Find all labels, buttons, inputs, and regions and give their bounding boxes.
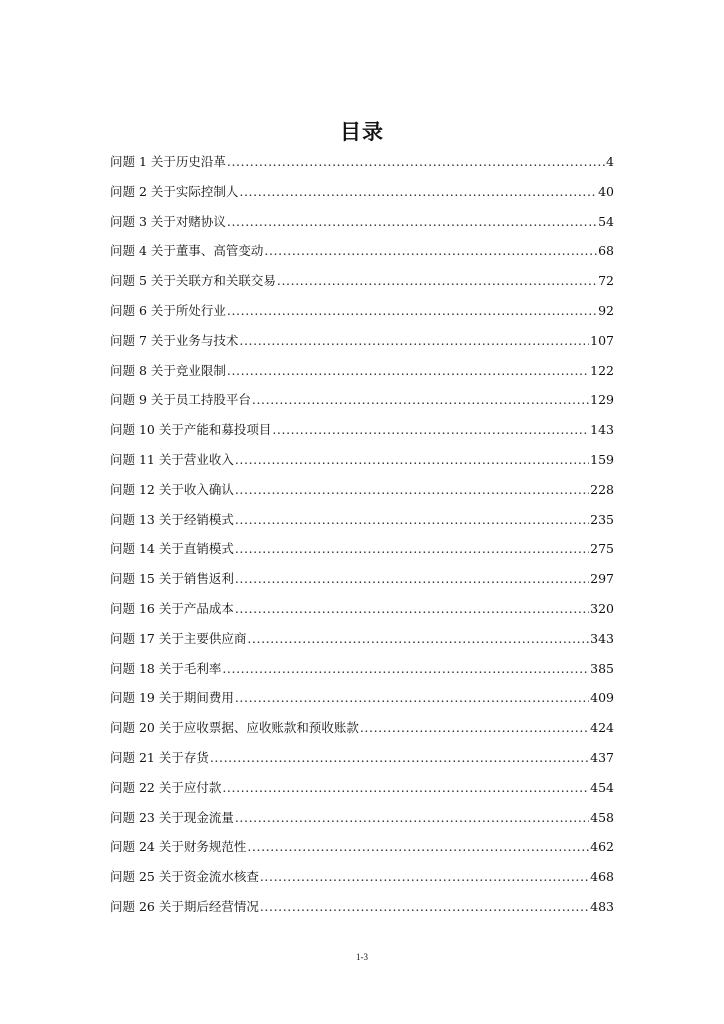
toc-entry-page: 320 [590,600,614,616]
toc-entry-label: 问题 11 关于营业收入 [110,451,234,467]
toc-entry-page: 159 [590,451,614,467]
toc-entry-label: 问题 8 关于竞业限制 [110,362,226,378]
toc-entry[interactable] [110,361,614,391]
toc-entry-page: 462 [590,839,614,855]
dot-leader [210,748,589,768]
toc-entry-page: 228 [590,481,614,497]
toc-entry-label: 问题 23 关于现金流量 [110,809,234,825]
dot-leader [227,301,597,321]
toc-entry-page: 424 [590,720,614,736]
toc-entry-page: 343 [590,630,614,646]
dot-leader [227,152,605,172]
toc-entry[interactable] [110,152,614,182]
toc-entry-label: 问题 3 关于对赌协议 [110,213,226,229]
toc-entry-page: 275 [590,541,614,557]
toc-entry-label: 问题 13 关于经销模式 [110,511,234,527]
toc-entry-label: 问题 22 关于应付款 [110,779,222,795]
toc-entry-label: 问题 4 关于董事、高管变动 [110,243,264,259]
dot-leader [272,420,589,440]
toc-entry[interactable] [110,212,614,242]
table-of-contents [110,152,614,927]
toc-entry-page: 122 [590,362,614,378]
toc-entry-label: 问题 19 关于期间费用 [110,690,234,706]
toc-entry[interactable] [110,599,614,629]
toc-entry-page: 458 [590,809,614,825]
toc-entry-page: 54 [598,213,614,229]
toc-entry[interactable] [110,897,614,927]
dot-leader [260,867,589,887]
toc-entry[interactable] [110,510,614,540]
dot-leader [235,688,589,708]
dot-leader [239,182,597,202]
toc-entry[interactable] [110,837,614,867]
toc-entry-page: 72 [598,273,614,289]
toc-entry[interactable] [110,867,614,897]
toc-entry-page: 385 [590,660,614,676]
toc-entry-page: 68 [598,243,614,259]
toc-entry-label: 问题 24 关于财务规范性 [110,839,247,855]
toc-entry-label: 问题 12 关于收入确认 [110,481,234,497]
toc-entry[interactable] [110,808,614,838]
toc-entry-page: 454 [590,779,614,795]
toc-entry[interactable] [110,659,614,689]
toc-entry-page: 129 [590,392,614,408]
toc-entry-label: 问题 25 关于资金流水核查 [110,869,259,885]
toc-entry-page: 92 [598,302,614,318]
dot-leader [277,271,597,291]
toc-entry-page: 4 [606,154,614,169]
toc-entry[interactable] [110,271,614,301]
dot-leader [247,837,589,857]
toc-entry-label: 问题 20 关于应收票据、应收账款和预收账款 [110,720,359,736]
dot-leader [235,808,589,828]
toc-entry[interactable] [110,539,614,569]
toc-entry-label: 问题 21 关于存货 [110,749,209,765]
toc-entry-label: 问题 6 关于所处行业 [110,302,226,318]
toc-entry-page: 235 [590,511,614,527]
dot-leader [260,897,589,917]
toc-entry[interactable] [110,420,614,450]
dot-leader [239,331,589,351]
toc-entry-label: 问题 26 关于期后经营情况 [110,898,259,914]
dot-leader [235,450,589,470]
toc-entry-label: 问题 1 关于历史沿革 [110,154,226,169]
page-number: 1-3 [356,952,368,962]
dot-leader [235,599,589,619]
toc-entry[interactable] [110,390,614,420]
toc-entry[interactable] [110,688,614,718]
toc-entry-page: 437 [590,749,614,765]
toc-entry-label: 问题 18 关于毛利率 [110,660,222,676]
toc-entry-label: 问题 16 关于产品成本 [110,600,234,616]
toc-entry[interactable] [110,748,614,778]
toc-entry[interactable] [110,629,614,659]
toc-entry-label: 问题 7 关于业务与技术 [110,332,239,348]
toc-entry-label: 问题 15 关于销售返利 [110,571,234,587]
dot-leader [247,629,589,649]
toc-entry-page: 40 [598,183,614,199]
toc-entry-page: 409 [590,690,614,706]
dot-leader [227,212,597,232]
toc-entry-label: 问题 14 关于直销模式 [110,541,234,557]
dot-leader [222,778,589,798]
toc-entry-page: 143 [590,422,614,438]
toc-entry-label: 问题 9 关于员工持股平台 [110,392,251,408]
toc-entry[interactable] [110,301,614,331]
toc-entry[interactable] [110,569,614,599]
dot-leader [235,539,589,559]
dot-leader [235,569,589,589]
toc-entry[interactable] [110,182,614,212]
toc-entry[interactable] [110,241,614,271]
dot-leader [360,718,589,738]
toc-entry-page: 297 [590,571,614,587]
toc-entry-label: 问题 5 关于关联方和关联交易 [110,273,276,289]
toc-entry[interactable] [110,450,614,480]
toc-entry[interactable] [110,331,614,361]
toc-entry-page: 107 [590,332,614,348]
toc-entry-label: 问题 2 关于实际控制人 [110,183,239,199]
dot-leader [235,510,589,530]
toc-entry[interactable] [110,778,614,808]
toc-entry[interactable] [110,718,614,748]
dot-leader [222,659,589,679]
toc-entry-page: 468 [590,869,614,885]
toc-entry[interactable] [110,480,614,510]
toc-entry-label: 问题 17 关于主要供应商 [110,630,247,646]
toc-entry-label: 问题 10 关于产能和募投项目 [110,422,272,438]
dot-leader [264,241,597,261]
toc-entry-page: 483 [590,898,614,914]
page-title: 目录 [340,120,384,145]
dot-leader [252,390,589,410]
dot-leader [235,480,589,500]
dot-leader [227,361,589,381]
